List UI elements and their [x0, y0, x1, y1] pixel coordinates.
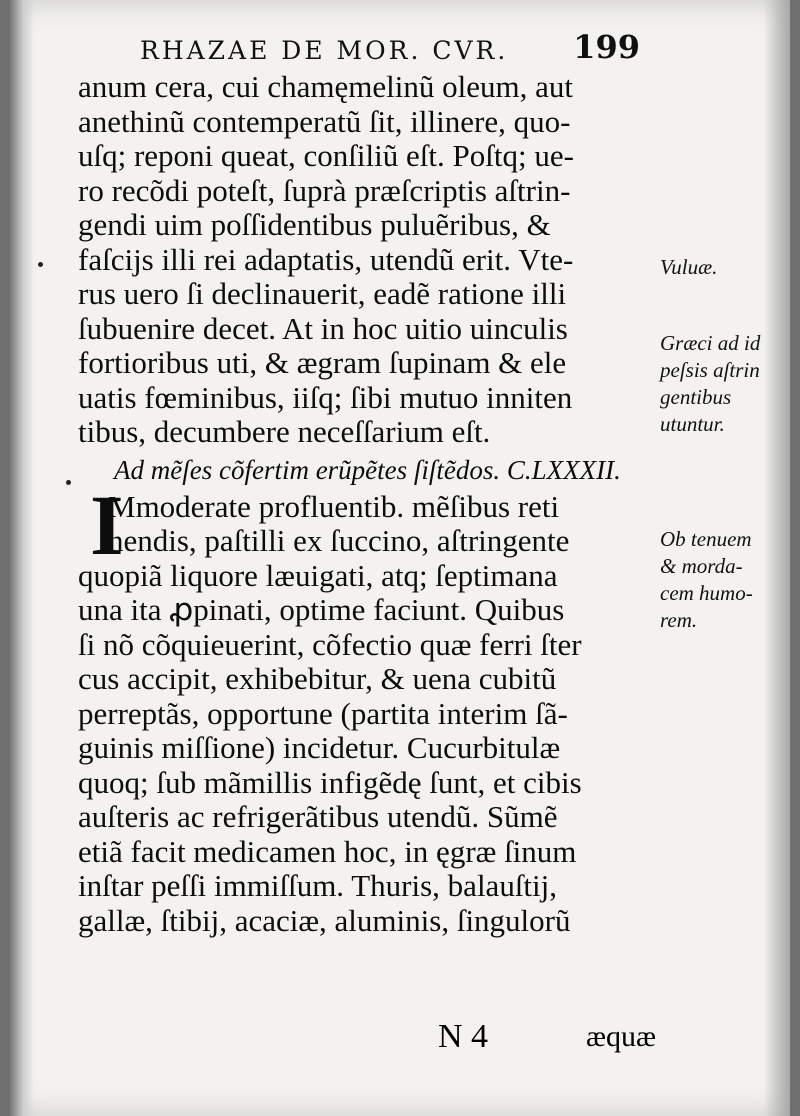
catchword: æquæ	[586, 1020, 657, 1053]
text-line: anum cera, cui chamęmelinũ oleum, aut	[78, 70, 573, 104]
text-line: quopiã liquore læuigati, atq; ſeptimana	[78, 558, 558, 593]
margin-note-line: peſsis aſtrin	[660, 358, 760, 382]
margin-note-line: rem.	[660, 608, 698, 632]
text-line: nendis, paſtilli ex ſuccino, aſtringente	[108, 524, 570, 558]
text-line: anethinũ contemperatũ ſit, illinere, quo-	[78, 104, 571, 139]
text-line: uatis fœminibus, iiſq; ſibi mutuo inniten	[78, 380, 573, 415]
ink-speck	[66, 480, 71, 485]
running-head: RHAZAE DE MOR. CVR.	[140, 36, 509, 65]
margin-note-line: & morda-	[660, 554, 743, 578]
gutter-shadow	[8, 0, 34, 1116]
drop-cap: I	[90, 476, 124, 573]
text-line: gendi uim poſſidentibus puluẽribus, &	[78, 208, 551, 242]
book-page	[8, 0, 790, 1116]
ink-speck	[38, 262, 43, 267]
main-text-block	[78, 70, 658, 938]
dropcap-paragraph	[78, 476, 658, 573]
margin-note-line: Vuluæ.	[660, 255, 718, 279]
margin-note-line: Ob tenuem	[660, 527, 752, 551]
page-footer	[78, 1018, 678, 1058]
text-line: ſubuenire decet. At in hoc uitio uinculis	[78, 311, 568, 346]
margin-note	[660, 330, 760, 438]
page-header	[140, 26, 640, 70]
margin-note-line: gentibus	[660, 385, 732, 409]
margin-note-line: Græci ad id	[660, 331, 761, 355]
text-line: etiã facit medicamen hoc, in ęgræ ſinum	[78, 834, 577, 869]
margin-note	[660, 254, 717, 281]
text-line: uſq; reponi queat, conſiliũ eſt. Poſtq; ue-	[78, 139, 574, 173]
page-number: 199	[573, 28, 640, 66]
margin-note	[660, 526, 753, 634]
text-line: guinis miſſione) incidetur. Cucurbitulæ	[78, 731, 561, 765]
text-line: ſi nõ cõquieuerint, cõfectio quæ ferri ſter	[78, 627, 582, 662]
page-edge-shadow	[764, 0, 790, 1116]
text-line: quoq; ſub mãmillis infigẽdę ſunt, et cibis	[78, 765, 582, 800]
margin-note-line: cem humo-	[660, 581, 753, 605]
chapter-heading: Ad mẽſes cõfertim erũpẽtes ſiſtẽdos. C.LXXXII.	[114, 454, 621, 485]
text-line: perreptãs, opportune (partita interim ſã-	[78, 696, 568, 731]
text-line: inſtar peſſi immiſſum. Thuris, balauſtij,	[78, 869, 558, 903]
text-line: auſteris ac refrigerãtibus utendũ. Sũmẽ	[78, 800, 558, 834]
signature-mark: N 4	[438, 1018, 489, 1055]
text-line: tibus, decumbere neceſſarium eſt.	[78, 415, 491, 449]
text-line: una ita ꝓpinati, optime faciunt. Quibus	[78, 593, 565, 627]
text-line: faſcijs illi rei adaptatis, utendũ erit. Vte-	[78, 242, 574, 277]
text-line: gallæ, ſtibij, acaciæ, aluminis, ſingulorũ	[78, 903, 571, 938]
margin-note-line: utuntur.	[660, 412, 725, 436]
text-line: ro recõdi poteſt, ſuprà præſcriptis aſtrin-	[78, 173, 571, 208]
text-line: cus accipit, exhibebitur, & uena cubitũ	[78, 662, 557, 696]
text-line: Mmoderate profluentib. mẽſibus reti	[108, 489, 560, 524]
text-line: rus uero ſi declinauerit, eadẽ ratione illi	[78, 277, 567, 311]
text-line: fortioribus uti, & ægram ſupinam & ele	[78, 346, 567, 380]
